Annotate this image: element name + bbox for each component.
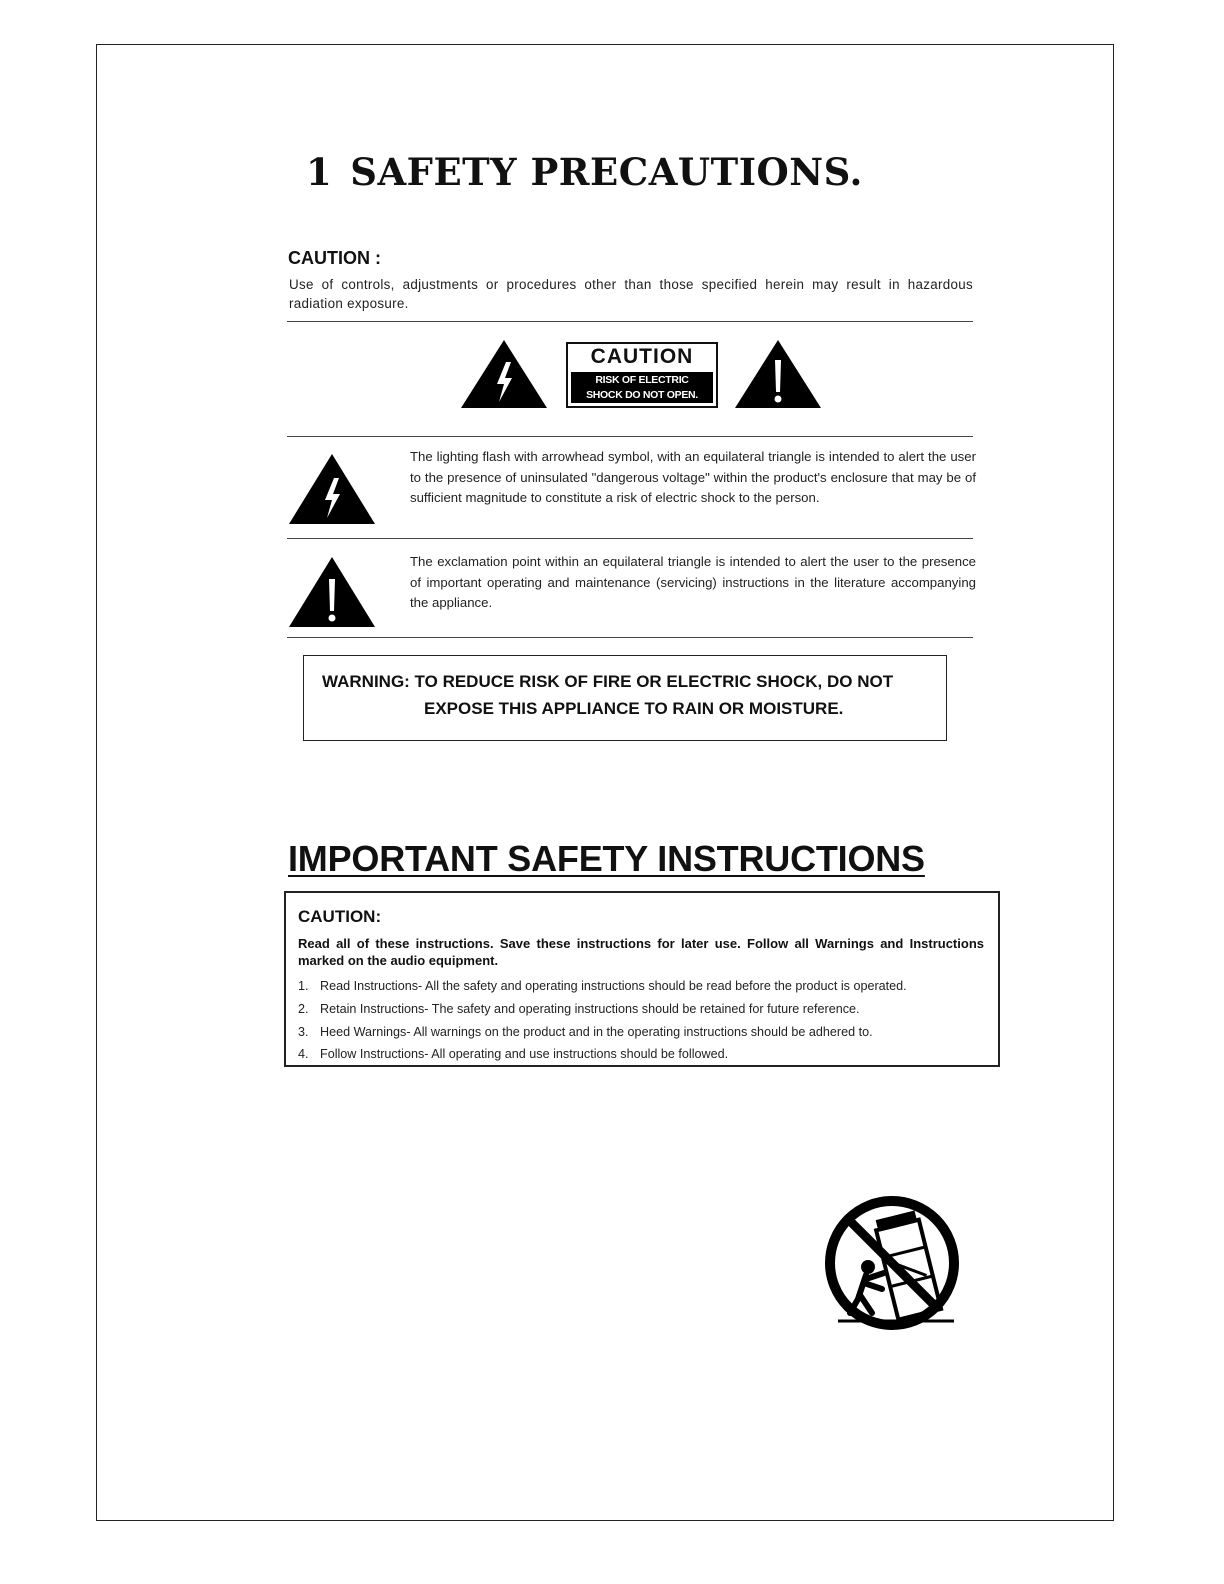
divider xyxy=(287,321,973,322)
section-title: SAFETY PRECAUTIONS. xyxy=(350,150,863,194)
lightning-triangle-icon xyxy=(287,452,377,526)
list-item xyxy=(298,1043,992,1066)
instructions-caution-heading: CAUTION: xyxy=(298,907,382,926)
warning-line-2: EXPOSE THIS APPLIANCE TO RAIN OR MOISTURE. xyxy=(424,699,844,718)
divider xyxy=(287,538,973,539)
section-number: 1 xyxy=(306,150,333,194)
lightning-symbol-description: The lighting flash with arrowhead symbol, with an equilateral triangle is intended to alert the user to the presence of uninsulated "dangerous voltage" within the product's enclosure that may be of sufficient magnitude to constitute a risk of electric shock to the person. xyxy=(410,449,976,506)
important-safety-title: IMPORTANT SAFETY INSTRUCTIONS xyxy=(288,838,925,879)
exclamation-triangle-icon xyxy=(733,338,823,410)
instructions-box xyxy=(284,891,1000,1067)
caution-label-title: CAUTION xyxy=(590,345,694,368)
list-item xyxy=(298,975,992,998)
list-item-text: Heed Warnings- All warnings on the product and in the operating instructions should be adhered to. xyxy=(320,1024,873,1039)
exclamation-symbol-description: The exclamation point within an equilateral triangle is intended to alert the user to the presence of important operating and maintenance (servicing) instructions in the literature accompanying the appliance. xyxy=(410,554,976,611)
list-item xyxy=(298,1021,992,1044)
list-item xyxy=(298,998,992,1021)
list-item-number: 3. xyxy=(298,1024,309,1039)
caution-label-line1: RISK OF ELECTRIC xyxy=(595,374,689,386)
caution-label xyxy=(566,342,718,408)
exclamation-triangle-icon xyxy=(287,555,377,629)
warning-line-1: WARNING: TO REDUCE RISK OF FIRE OR ELECTRIC SHOCK, DO NOT xyxy=(322,672,894,691)
list-item-text: Follow Instructions- All operating and use instructions should be followed. xyxy=(320,1047,729,1062)
list-item-number: 1. xyxy=(298,979,309,993)
list-item-number: 2. xyxy=(298,1001,309,1016)
caution-heading: CAUTION : xyxy=(288,248,381,268)
divider xyxy=(287,637,973,638)
divider xyxy=(287,436,973,437)
page-title xyxy=(306,150,863,194)
caution-label-line2: SHOCK DO NOT OPEN. xyxy=(586,389,698,401)
list-item-text: Retain Instructions- The safety and operating instructions should be retained for future reference. xyxy=(320,1001,860,1016)
caution-label-warning xyxy=(571,372,713,403)
list-item-text: Read Instructions- All the safety and operating instructions should be read before the product is operated. xyxy=(320,979,907,993)
list-item-number: 4. xyxy=(298,1047,309,1062)
cart-tip-over-warning-icon xyxy=(822,1195,966,1335)
lightning-triangle-icon xyxy=(459,338,549,410)
instructions-list xyxy=(298,975,992,1066)
warning-box xyxy=(303,655,947,741)
caution-text: Use of controls, adjustments or procedures other than those specified herein may result in hazardous radiation exposure. xyxy=(289,277,973,311)
instructions-intro: Read all of these instructions. Save these instructions for later use. Follow all Warnings and Instructions marked on the audio equipment. xyxy=(298,936,984,968)
